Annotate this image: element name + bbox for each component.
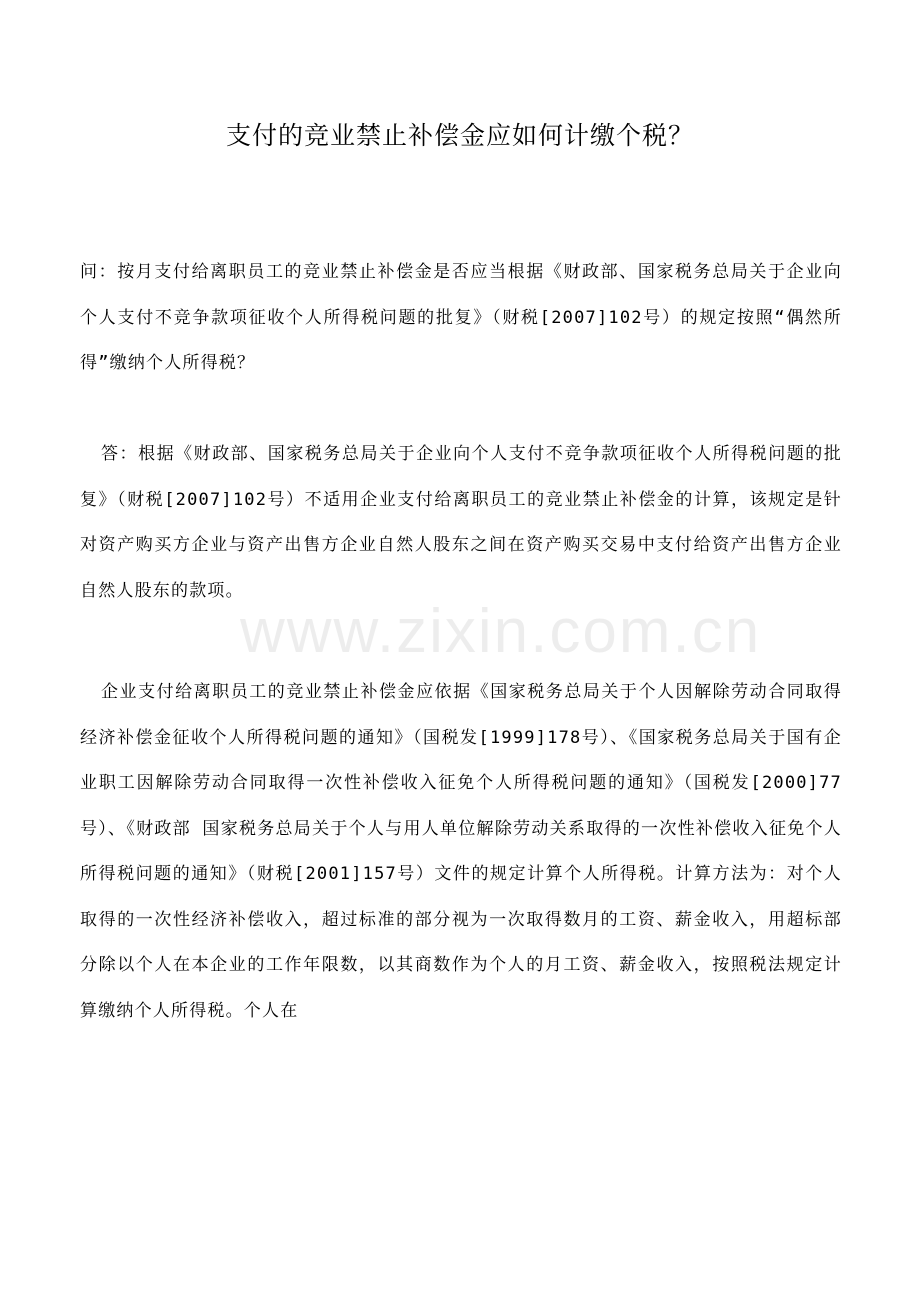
calculation-paragraph: 企业支付给离职员工的竞业禁止补偿金应依据《国家税务总局关于个人因解除劳动合同取得经济补偿金征收个人所得税问题的通知》（国税发[1999]178号）、《国家税务总局关于国有企业职工因解除劳动合同取得一次性补偿收入征免个人所得税问题的通知》（国税发[2000]77号）、《财政部 国家税务总局关于个人与用人单位解除劳动关系取得的一次性补偿收入征免个人所得税问题的通知》（财税[2001]157号）文件的规定计算个人所得税。计算方法为：对个人取得的一次性经济补偿收入，超过标准的部分视为一次取得数月的工资、薪金收入，用超标部分除以个人在本企业的工作年限数，以其商数作为个人的月工资、薪金收入，按照税法规定计算缴纳个人所得税。个人在 <box>80 682 842 1021</box>
answer-paragraph: 答：根据《财政部、国家税务总局关于企业向个人支付不竞争款项征收个人所得税问题的批复》（财税[2007]102号）不适用企业支付给离职员工的竞业禁止补偿金的计算，该规定是针对资产购买方企业与资产出售方企业自然人股东之间在资产购买交易中支付给资产出售方企业自然人股东的款项。 <box>80 444 842 601</box>
watermark: www.zixin.com.cn <box>240 597 762 666</box>
question-paragraph: 问：按月支付给离职员工的竞业禁止补偿金是否应当根据《财政部、国家税务总局关于企业向个人支付不竞争款项征收个人所得税问题的批复》（财税[2007]102号）的规定按照“偶然所得”缴纳个人所得税？ <box>80 262 842 373</box>
page-title: 支付的竞业禁止补偿金应如何计缴个税？ <box>225 121 694 150</box>
